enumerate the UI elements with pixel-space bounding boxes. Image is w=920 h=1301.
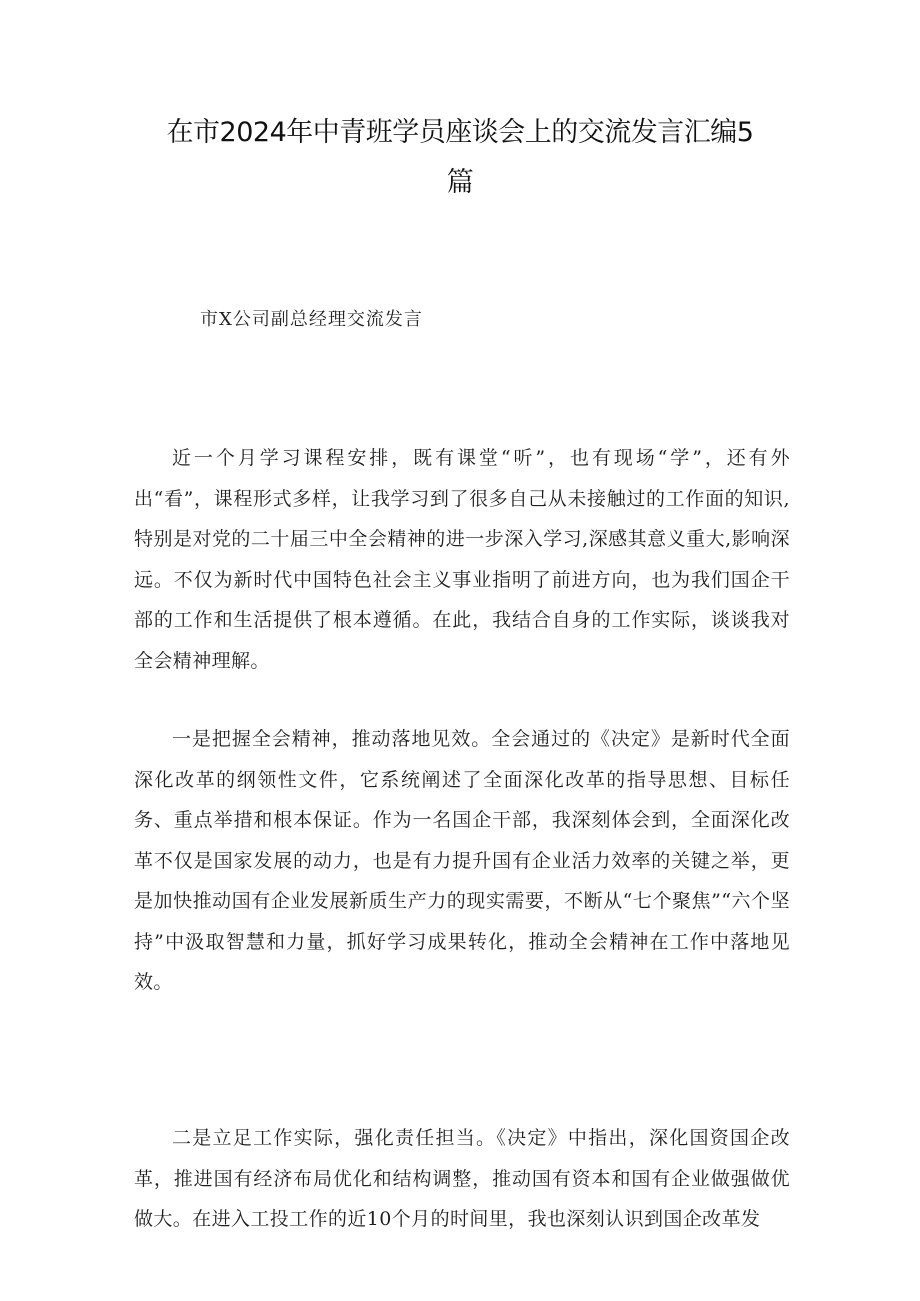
paragraph-point-two: 二是立足工作实际，强化责任担当。《决定》中指出，深化国资国企改革，推进国有经济布局优化和结构调整，推动国有资本和国有企业做强做优做大。在进入工投工作的近10个月的时间里，我也深刻认识到国企改革发 — [134, 1127, 790, 1230]
paragraph-intro: 近一个月学习课程安排，既有课堂“听”，也有现场“学”，还有外出“看”，课程形式多样，让我学习到了很多自己从未接触过的工作面的知识,特别是对党的二十届三中全会精神的进一步深入学习,深感其意义重大,影响深远。不仅为新时代中国特色社会主义事业指明了前进方向，也为我们国企干部的工作和生活提供了根本遵循。在此，我结合自身的工作实际，谈谈我对全会精神理解。 — [134, 447, 790, 672]
document-title: 在市2024年中青班学员座谈会上的交流发言汇编5篇 — [166, 117, 754, 198]
document-subtitle: 市X公司副总经理交流发言 — [200, 309, 423, 330]
paragraph-point-one: 一是把握全会精神，推动落地见效。全会通过的《决定》是新时代全面深化改革的纲领性文件，它系统阐述了全面深化改革的指导思想、目标任务、重点举措和根本保证。作为一名国企干部，我深刻体会到，全面深化改革不仅是国家发展的动力，也是有力提升国有企业活力效率的关键之举，更是加快推动国有企业发展新质生产力的现实需要，不断从“七个聚焦”“六个坚持”中汲取智慧和力量，抓好学习成果转化，推动全会精神在工作中落地见效。 — [134, 728, 790, 993]
